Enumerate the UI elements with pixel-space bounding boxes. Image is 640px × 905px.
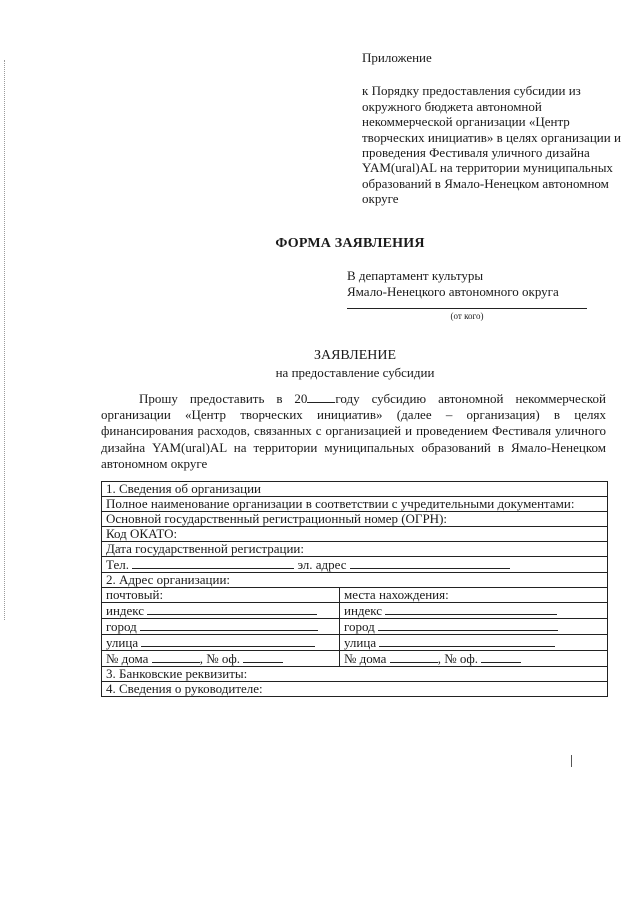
recipient-block (347, 268, 559, 300)
reg-date-field[interactable] (102, 542, 608, 557)
postal-address-header: почтовый: (102, 588, 340, 603)
organization-form-table (101, 481, 608, 697)
recipient-line-1: В департамент культуры (347, 268, 484, 283)
table-row (102, 497, 608, 512)
postal-city-blank[interactable] (140, 619, 318, 631)
postal-street-cell (102, 635, 340, 651)
postal-street-blank[interactable] (141, 635, 315, 647)
table-row (102, 667, 608, 682)
full-name-label: Полное наименование организации в соответствии с учредительными документами: (106, 496, 575, 511)
table-row (102, 512, 608, 527)
scan-edge-line (4, 60, 5, 620)
location-city-cell (340, 619, 608, 635)
statement-subtitle: на предоставление субсидии (275, 365, 435, 380)
table-row (102, 557, 608, 573)
section-4-title[interactable]: 4. Сведения о руководителе: (102, 682, 608, 697)
location-house-label: № дома (344, 651, 387, 666)
location-street-cell (340, 635, 608, 651)
table-row (102, 527, 608, 542)
table-row (102, 603, 608, 619)
postal-index-label: индекс (106, 603, 145, 618)
full-name-field[interactable] (102, 497, 608, 512)
location-street-label: улица (344, 635, 377, 650)
appendix-title: Приложение (362, 50, 432, 65)
table-row (102, 573, 608, 588)
table-row (102, 482, 608, 497)
from-caption: (от кого) (450, 311, 484, 321)
statement-title: ЗАЯВЛЕНИЕ (313, 348, 397, 363)
location-street-blank[interactable] (379, 635, 555, 647)
okato-label: Код ОКАТО: (106, 526, 178, 541)
location-office-label: , № оф. (437, 651, 479, 666)
postal-house-blank[interactable] (152, 651, 200, 663)
appendix-text: к Порядку предоставления субсидии из окружного бюджета автономной некоммерческой организации «Центр творческих инициатив» в целях организации и проведения Фестиваля уличного дизайна YAM(ural)AL на территории муниципальных образований в Ямало-Ненецком автономном округе (362, 83, 621, 207)
year-blank[interactable] (307, 391, 335, 403)
table-row (102, 635, 608, 651)
from-field-line[interactable] (347, 308, 587, 309)
postal-office-label: , № оф. (199, 651, 241, 666)
contacts-row (102, 557, 608, 573)
section-3-title[interactable]: 3. Банковские реквизиты: (102, 667, 608, 682)
location-city-label: город (344, 619, 375, 634)
table-row (102, 619, 608, 635)
postal-city-label: город (106, 619, 137, 634)
table-row (102, 588, 608, 603)
intro-before-year: Прошу предоставить в 20 (139, 391, 308, 406)
table-row (102, 651, 608, 667)
section-2-title: 2. Адрес организации: (102, 573, 608, 588)
section-1-title: 1. Сведения об организации (102, 482, 608, 497)
postal-house-cell (102, 651, 340, 667)
table-row (102, 542, 608, 557)
postal-street-label: улица (106, 635, 139, 650)
location-house-blank[interactable] (390, 651, 438, 663)
location-address-header: места нахождения: (340, 588, 608, 603)
location-city-blank[interactable] (378, 619, 558, 631)
postal-house-label: № дома (106, 651, 149, 666)
ogrn-field[interactable] (102, 512, 608, 527)
statement-intro (101, 391, 606, 472)
okato-field[interactable] (102, 527, 608, 542)
location-index-blank[interactable] (385, 603, 557, 615)
appendix-block (362, 50, 624, 207)
intro-after-year: году субсидию автономной некоммерческой организации «Центр творческих инициатив» (далее – организация) в целях финансирования расходов, связанных с организацией и проведением Фестиваля уличного дизайна YAM(ural)AL на территории муниципальных образований в Ямало-Ненецком автономном округе (101, 391, 606, 471)
email-label: эл. адрес (297, 557, 347, 572)
scan-mark (571, 755, 572, 767)
location-index-cell (340, 603, 608, 619)
ogrn-label: Основной государственный регистрационный номер (ОГРН): (106, 511, 448, 526)
form-title: ФОРМА ЗАЯВЛЕНИЯ (275, 236, 425, 251)
postal-index-cell (102, 603, 340, 619)
recipient-line-2: Ямало-Ненецкого автономного округа (347, 284, 559, 299)
email-blank[interactable] (350, 557, 510, 569)
location-index-label: индекс (344, 603, 383, 618)
location-office-blank[interactable] (481, 651, 521, 663)
location-house-cell (340, 651, 608, 667)
phone-label: Тел. (106, 557, 129, 572)
postal-office-blank[interactable] (243, 651, 283, 663)
reg-date-label: Дата государственной регистрации: (106, 541, 304, 556)
postal-city-cell (102, 619, 340, 635)
phone-blank[interactable] (132, 557, 294, 569)
table-row (102, 682, 608, 697)
postal-index-blank[interactable] (147, 603, 317, 615)
